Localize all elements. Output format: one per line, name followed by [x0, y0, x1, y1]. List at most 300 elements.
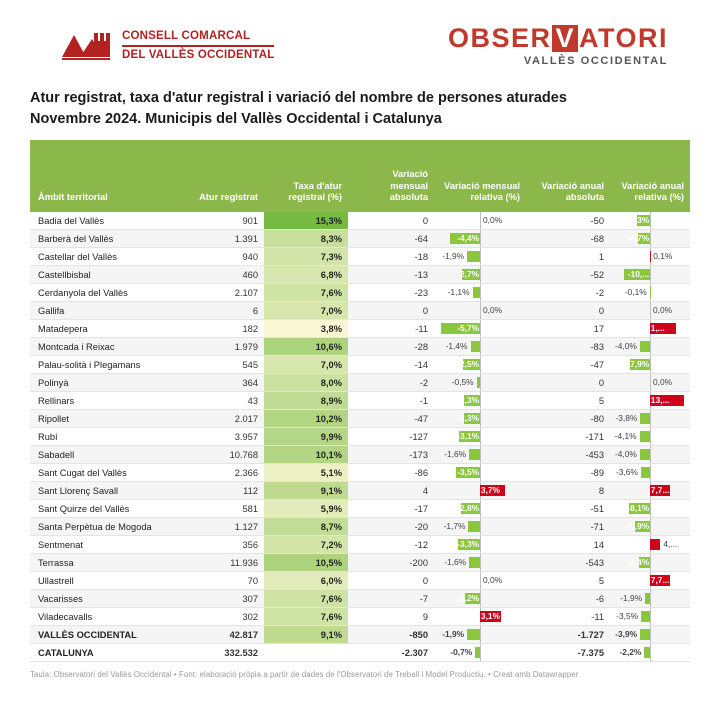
- bar-axis: [480, 518, 481, 535]
- table-row: [30, 572, 690, 590]
- bar-axis: [480, 446, 481, 463]
- cell-atur-registrat: 1.391: [190, 230, 264, 248]
- bar-axis: [480, 338, 481, 355]
- cell-atur-registrat: 545: [190, 356, 264, 374]
- cell-variacio-anual-relativa: [610, 410, 690, 428]
- cell-variacio-mensual-relativa: [434, 320, 526, 338]
- cell-variacio-mensual-relativa: [434, 284, 526, 302]
- cell-variacio-mensual-absoluta: 9: [348, 608, 434, 626]
- table-row: [30, 536, 690, 554]
- value-bar: [471, 341, 480, 352]
- cell-variacio-anual-absoluta: -89: [526, 464, 610, 482]
- table-row: [30, 482, 690, 500]
- cell-variacio-mensual-absoluta: -17: [348, 500, 434, 518]
- bar-value-label: -3,9%: [615, 629, 638, 640]
- bar-value-label: -8,1%: [627, 503, 650, 514]
- table-row: [30, 302, 690, 320]
- cell-variacio-anual-relativa: [610, 212, 690, 230]
- bar-value-label: -3,1%: [457, 431, 480, 442]
- column-header-taxa: Taxa d'atur registral (%): [264, 140, 348, 212]
- bar-value-label: -3,5%: [457, 467, 480, 478]
- cell-territory: VALLÈS OCCIDENTAL: [30, 626, 190, 644]
- cell-variacio-anual-relativa: [610, 536, 690, 554]
- bar-value-label: 3,1%: [480, 611, 500, 622]
- bar-axis: [650, 410, 651, 427]
- cell-variacio-mensual-relativa: [434, 248, 526, 266]
- bar-axis: [480, 266, 481, 283]
- cell-atur-registrat: 1.127: [190, 518, 264, 536]
- table-row: [30, 212, 690, 230]
- value-bar: [475, 647, 480, 658]
- bar-value-label: -4,4%: [627, 557, 650, 568]
- cell-variacio-mensual-relativa: [434, 428, 526, 446]
- cell-territory: Polinyà: [30, 374, 190, 392]
- bar-value-label: -1,9%: [442, 251, 465, 262]
- table-row: [30, 464, 690, 482]
- value-bar: [644, 647, 650, 658]
- cell-variacio-anual-absoluta: -11: [526, 608, 610, 626]
- bar-value-label: 4,...: [663, 539, 678, 550]
- cell-variacio-anual-relativa: [610, 356, 690, 374]
- cell-territory: Sant Llorenç Savall: [30, 482, 190, 500]
- bar-value-label: -0,5%: [451, 377, 474, 388]
- cell-variacio-anual-absoluta: 5: [526, 572, 610, 590]
- bar-axis: [650, 212, 651, 229]
- table-row: [30, 266, 690, 284]
- cell-variacio-mensual-relativa: [434, 392, 526, 410]
- value-bar: [640, 431, 650, 442]
- cell-variacio-anual-relativa: [610, 446, 690, 464]
- cell-territory: Palau-solità i Plegamans: [30, 356, 190, 374]
- cell-taxa-atur: 8,9%: [264, 392, 348, 410]
- cell-variacio-anual-relativa: [610, 320, 690, 338]
- cell-atur-registrat: 10.768: [190, 446, 264, 464]
- cell-variacio-mensual-relativa: [434, 500, 526, 518]
- observatori-part2: ATORI: [578, 23, 668, 53]
- bar-axis: [480, 428, 481, 445]
- cell-variacio-anual-absoluta: -171: [526, 428, 610, 446]
- bar-value-label: -1,4%: [445, 341, 468, 352]
- cell-territory: Matadepera: [30, 320, 190, 338]
- value-bar: [641, 611, 650, 622]
- cell-variacio-mensual-absoluta: -7: [348, 590, 434, 608]
- cell-variacio-anual-absoluta: -1.727: [526, 626, 610, 644]
- bar-axis: [650, 338, 651, 355]
- bar-value-label: -2,7%: [457, 269, 480, 280]
- cell-taxa-atur: 9,9%: [264, 428, 348, 446]
- cell-variacio-anual-relativa: [610, 644, 690, 662]
- column-header-var-anual-rel: Variació anual relativa (%): [610, 140, 690, 212]
- cell-variacio-mensual-relativa: [434, 212, 526, 230]
- cell-atur-registrat: 901: [190, 212, 264, 230]
- value-bar: [468, 521, 480, 532]
- cell-variacio-mensual-relativa: [434, 608, 526, 626]
- bar-value-label: 0,0%: [653, 305, 673, 316]
- cell-variacio-mensual-absoluta: -11: [348, 320, 434, 338]
- cell-variacio-anual-relativa: [610, 302, 690, 320]
- cell-variacio-mensual-relativa: [434, 554, 526, 572]
- cell-atur-registrat: 3.957: [190, 428, 264, 446]
- cell-variacio-anual-relativa: [610, 590, 690, 608]
- bar-axis: [650, 428, 651, 445]
- bar-value-label: -3,8%: [615, 413, 638, 424]
- cell-variacio-mensual-absoluta: -1: [348, 392, 434, 410]
- mountain-castle-icon: [60, 29, 114, 63]
- cell-variacio-mensual-absoluta: -23: [348, 284, 434, 302]
- bar-axis: [650, 230, 651, 247]
- cell-variacio-anual-relativa: [610, 338, 690, 356]
- cell-atur-registrat: 112: [190, 482, 264, 500]
- cell-variacio-mensual-absoluta: -20: [348, 518, 434, 536]
- cell-variacio-anual-absoluta: -50: [526, 212, 610, 230]
- cell-territory: Cerdanyola del Vallès: [30, 284, 190, 302]
- table-footnote: Taula: Observatori del Vallès Occidental • Font: elaboració pròpia a partir de dades de l'Observatori de Treball i Model Productiu. • Creat amb Datawrapper: [30, 670, 579, 680]
- cell-variacio-mensual-absoluta: -14: [348, 356, 434, 374]
- cell-variacio-mensual-relativa: [434, 230, 526, 248]
- column-header-atur: Atur registrat: [190, 140, 264, 212]
- value-bar: [640, 413, 650, 424]
- cell-variacio-anual-absoluta: 0: [526, 374, 610, 392]
- bar-value-label: 0,0%: [483, 215, 503, 226]
- value-bar: [469, 557, 480, 568]
- cell-variacio-mensual-absoluta: -64: [348, 230, 434, 248]
- cell-territory: Montcada i Reixac: [30, 338, 190, 356]
- bar-axis: [480, 464, 481, 481]
- cell-taxa-atur: 5,1%: [264, 464, 348, 482]
- cell-atur-registrat: 364: [190, 374, 264, 392]
- logo-divider: [122, 45, 274, 47]
- bar-value-label: -5,9%: [627, 521, 650, 532]
- cell-atur-registrat: 302: [190, 608, 264, 626]
- cell-variacio-mensual-relativa: [434, 644, 526, 662]
- cell-atur-registrat: 70: [190, 572, 264, 590]
- bar-value-label: -1,6%: [444, 557, 467, 568]
- cell-atur-registrat: 11.936: [190, 554, 264, 572]
- cell-taxa-atur: 8,0%: [264, 374, 348, 392]
- bar-axis: [650, 590, 651, 607]
- cell-taxa-atur: 8,7%: [264, 518, 348, 536]
- cell-taxa-atur: 7,6%: [264, 608, 348, 626]
- bar-value-label: -1,9%: [620, 593, 643, 604]
- cell-variacio-anual-absoluta: 1: [526, 248, 610, 266]
- cell-variacio-mensual-absoluta: -173: [348, 446, 434, 464]
- bar-value-label: -1,1%: [447, 287, 470, 298]
- bar-value-label: 0,0%: [653, 377, 673, 388]
- cell-variacio-anual-absoluta: -51: [526, 500, 610, 518]
- cell-taxa-atur: 15,3%: [264, 212, 348, 230]
- cell-variacio-anual-absoluta: -80: [526, 410, 610, 428]
- cell-variacio-anual-absoluta: -453: [526, 446, 610, 464]
- header: [30, 0, 690, 76]
- page-title-line-2: Novembre 2024. Municipis del Vallès Occidental i Catalunya: [30, 111, 442, 128]
- bar-value-label: -0,1%: [624, 287, 647, 298]
- cell-variacio-anual-absoluta: -47: [526, 356, 610, 374]
- table-row: [30, 608, 690, 626]
- cell-variacio-mensual-absoluta: 0: [348, 212, 434, 230]
- value-bar: [473, 287, 480, 298]
- cell-variacio-anual-relativa: [610, 554, 690, 572]
- value-bar: [645, 593, 650, 604]
- cell-variacio-anual-absoluta: -7.375: [526, 644, 610, 662]
- cell-taxa-atur: 6,8%: [264, 266, 348, 284]
- cell-variacio-anual-relativa: [610, 284, 690, 302]
- cell-variacio-mensual-relativa: [434, 464, 526, 482]
- cell-variacio-anual-relativa: [610, 608, 690, 626]
- column-header-var-anual-abs: Variació anual absoluta: [526, 140, 610, 212]
- value-bar: [641, 467, 650, 478]
- bar-value-label: -1,6%: [444, 449, 467, 460]
- bar-axis: [480, 500, 481, 517]
- value-bar: [650, 539, 660, 550]
- cell-variacio-mensual-absoluta: 0: [348, 302, 434, 320]
- bar-axis: [650, 518, 651, 535]
- cell-variacio-anual-relativa: [610, 266, 690, 284]
- bar-axis: [480, 410, 481, 427]
- bar-value-label: -2,2%: [457, 593, 480, 604]
- cell-variacio-mensual-relativa: [434, 518, 526, 536]
- bar-axis: [650, 464, 651, 481]
- cell-variacio-anual-relativa: [610, 392, 690, 410]
- cell-variacio-anual-absoluta: -71: [526, 518, 610, 536]
- table-row: [30, 374, 690, 392]
- cell-territory: Barberà del Vallès: [30, 230, 190, 248]
- value-bar: [467, 251, 480, 262]
- observatori-v-mark: V: [552, 25, 578, 52]
- cell-variacio-anual-absoluta: 0: [526, 302, 610, 320]
- consell-comarcal-logo: [60, 29, 274, 63]
- table-row: [30, 248, 690, 266]
- cell-variacio-mensual-absoluta: -13: [348, 266, 434, 284]
- cell-variacio-anual-absoluta: -52: [526, 266, 610, 284]
- cell-taxa-atur: 3,8%: [264, 320, 348, 338]
- page-title: [30, 88, 690, 130]
- bar-value-label: -0,7%: [450, 647, 473, 658]
- bar-value-label: -4,4%: [457, 233, 480, 244]
- unemployment-table: [30, 140, 690, 662]
- cell-atur-registrat: 581: [190, 500, 264, 518]
- cell-variacio-mensual-relativa: [434, 374, 526, 392]
- bar-axis: [480, 356, 481, 373]
- bar-axis: [650, 356, 651, 373]
- value-bar: [640, 629, 650, 640]
- cell-variacio-mensual-relativa: [434, 356, 526, 374]
- cell-variacio-mensual-absoluta: -86: [348, 464, 434, 482]
- cell-variacio-mensual-relativa: [434, 536, 526, 554]
- table-row: [30, 284, 690, 302]
- cell-taxa-atur: 7,6%: [264, 284, 348, 302]
- bar-value-label: 13,...: [650, 395, 670, 406]
- cell-variacio-mensual-relativa: [434, 266, 526, 284]
- cell-atur-registrat: 2.107: [190, 284, 264, 302]
- cell-variacio-anual-absoluta: -543: [526, 554, 610, 572]
- cell-taxa-atur: 6,0%: [264, 572, 348, 590]
- cell-variacio-anual-absoluta: -6: [526, 590, 610, 608]
- table-row: [30, 320, 690, 338]
- cell-territory: Castellar del Vallès: [30, 248, 190, 266]
- cell-atur-registrat: 6: [190, 302, 264, 320]
- logo-line-1: CONSELL COMARCAL: [122, 29, 251, 42]
- table-header-row: [30, 140, 690, 212]
- bar-axis: [480, 644, 481, 661]
- observatori-subtitle: VALLÈS OCCIDENTAL: [523, 55, 668, 67]
- cell-variacio-mensual-relativa: [434, 590, 526, 608]
- cell-territory: Ullastrell: [30, 572, 190, 590]
- observatori-logo: [448, 25, 668, 67]
- cell-territory: Vacarisses: [30, 590, 190, 608]
- value-bar: [477, 377, 480, 388]
- table-row: [30, 644, 690, 662]
- cell-territory: Rellinars: [30, 392, 190, 410]
- cell-variacio-anual-relativa: [610, 626, 690, 644]
- cell-taxa-atur: 10,6%: [264, 338, 348, 356]
- cell-variacio-anual-absoluta: 14: [526, 536, 610, 554]
- cell-territory: Sentmenat: [30, 536, 190, 554]
- cell-variacio-anual-absoluta: 5: [526, 392, 610, 410]
- cell-variacio-anual-absoluta: -68: [526, 230, 610, 248]
- cell-variacio-anual-relativa: [610, 500, 690, 518]
- bar-axis: [650, 554, 651, 571]
- cell-variacio-mensual-relativa: [434, 482, 526, 500]
- value-bar: [467, 629, 480, 640]
- cell-territory: Castellbisbal: [30, 266, 190, 284]
- cell-variacio-mensual-relativa: [434, 410, 526, 428]
- bar-axis: [480, 536, 481, 553]
- bar-axis: [650, 284, 651, 301]
- bar-axis: [480, 626, 481, 643]
- cell-variacio-mensual-absoluta: -12: [348, 536, 434, 554]
- table-row: [30, 392, 690, 410]
- cell-atur-registrat: 42.817: [190, 626, 264, 644]
- bar-axis: [480, 230, 481, 247]
- cell-variacio-mensual-absoluta: -47: [348, 410, 434, 428]
- bar-value-label: -4,0%: [614, 341, 637, 352]
- cell-atur-registrat: 1.979: [190, 338, 264, 356]
- cell-territory: Terrassa: [30, 554, 190, 572]
- bar-value-label: 0,0%: [483, 575, 503, 586]
- table-row: [30, 410, 690, 428]
- cell-atur-registrat: 940: [190, 248, 264, 266]
- cell-variacio-anual-relativa: [610, 482, 690, 500]
- table-row: [30, 428, 690, 446]
- bar-value-label: 1,...: [650, 323, 665, 334]
- bar-value-label: -3,5%: [616, 611, 639, 622]
- cell-taxa-atur: 8,3%: [264, 230, 348, 248]
- cell-variacio-anual-relativa: [610, 248, 690, 266]
- cell-variacio-mensual-absoluta: -200: [348, 554, 434, 572]
- column-header-var-mensual-rel: Variació mensual relativa (%): [434, 140, 526, 212]
- cell-variacio-mensual-absoluta: 4: [348, 482, 434, 500]
- bar-value-label: -2,3%: [457, 395, 480, 406]
- cell-variacio-anual-relativa: [610, 572, 690, 590]
- cell-taxa-atur: 10,5%: [264, 554, 348, 572]
- cell-variacio-mensual-relativa: [434, 302, 526, 320]
- cell-territory: Badia del Vallès: [30, 212, 190, 230]
- table-row: [30, 446, 690, 464]
- cell-taxa-atur: 7,0%: [264, 356, 348, 374]
- bar-axis: [480, 248, 481, 265]
- value-bar: [469, 449, 480, 460]
- cell-territory: Rubí: [30, 428, 190, 446]
- cell-territory: Gallifa: [30, 302, 190, 320]
- bar-value-label: -2,3%: [457, 413, 480, 424]
- cell-taxa-atur: 9,1%: [264, 482, 348, 500]
- cell-variacio-anual-absoluta: -2: [526, 284, 610, 302]
- column-header-var-mensual-abs: Variació mensual absoluta: [348, 140, 434, 212]
- cell-atur-registrat: 2.017: [190, 410, 264, 428]
- table-row: [30, 356, 690, 374]
- bar-axis: [650, 608, 651, 625]
- bar-value-label: 7,7...: [650, 485, 670, 496]
- table-row: [30, 230, 690, 248]
- cell-territory: Viladecavalls: [30, 608, 190, 626]
- cell-variacio-mensual-absoluta: -18: [348, 248, 434, 266]
- cell-variacio-anual-absoluta: -83: [526, 338, 610, 356]
- cell-territory: Santa Perpètua de Mogoda: [30, 518, 190, 536]
- cell-taxa-atur: 7,2%: [264, 536, 348, 554]
- cell-variacio-anual-absoluta: 8: [526, 482, 610, 500]
- cell-variacio-anual-absoluta: 17: [526, 320, 610, 338]
- cell-atur-registrat: 307: [190, 590, 264, 608]
- bar-axis: [650, 644, 651, 661]
- bar-axis: [480, 284, 481, 301]
- cell-variacio-mensual-relativa: [434, 446, 526, 464]
- bar-value-label: -3,3%: [457, 539, 480, 550]
- bar-axis: [650, 626, 651, 643]
- logo-line-2: DEL VALLÈS OCCIDENTAL: [122, 49, 275, 61]
- bar-value-label: -3,6%: [615, 467, 638, 478]
- cell-territory: Sabadell: [30, 446, 190, 464]
- bar-value-label: -1,7%: [443, 521, 466, 532]
- cell-variacio-mensual-relativa: [434, 626, 526, 644]
- table-row: [30, 500, 690, 518]
- cell-taxa-atur: 10,1%: [264, 446, 348, 464]
- observatori-part1: OBSER: [447, 23, 552, 53]
- cell-atur-registrat: 2.366: [190, 464, 264, 482]
- bar-value-label: -10,...: [627, 269, 650, 280]
- bar-axis: [650, 500, 651, 517]
- column-header-territory: Àmbit territorial: [30, 140, 190, 212]
- cell-territory: Ripollet: [30, 410, 190, 428]
- table-row: [30, 554, 690, 572]
- value-bar: [640, 449, 650, 460]
- cell-variacio-anual-relativa: [610, 428, 690, 446]
- cell-variacio-mensual-absoluta: -850: [348, 626, 434, 644]
- bar-value-label: -2,8%: [457, 503, 480, 514]
- table-row: [30, 518, 690, 536]
- cell-variacio-mensual-absoluta: 0: [348, 572, 434, 590]
- cell-taxa-atur: [264, 644, 348, 662]
- cell-variacio-anual-relativa: [610, 374, 690, 392]
- bar-value-label: -4,7%: [627, 233, 650, 244]
- cell-taxa-atur: 9,1%: [264, 626, 348, 644]
- table-row: [30, 338, 690, 356]
- bar-value-label: -5,7%: [457, 323, 480, 334]
- cell-territory: Sant Quirze del Vallès: [30, 500, 190, 518]
- bar-axis: [650, 446, 651, 463]
- cell-atur-registrat: 356: [190, 536, 264, 554]
- cell-atur-registrat: 332.532: [190, 644, 264, 662]
- table-row: [30, 590, 690, 608]
- cell-taxa-atur: 7,6%: [264, 590, 348, 608]
- cell-atur-registrat: 460: [190, 266, 264, 284]
- bar-value-label: -2,5%: [457, 359, 480, 370]
- bar-value-label: -4,0%: [614, 449, 637, 460]
- cell-variacio-mensual-absoluta: -28: [348, 338, 434, 356]
- cell-variacio-mensual-relativa: [434, 338, 526, 356]
- bar-axis: [650, 266, 651, 283]
- table-body: [30, 212, 690, 662]
- cell-territory: CATALUNYA: [30, 644, 190, 662]
